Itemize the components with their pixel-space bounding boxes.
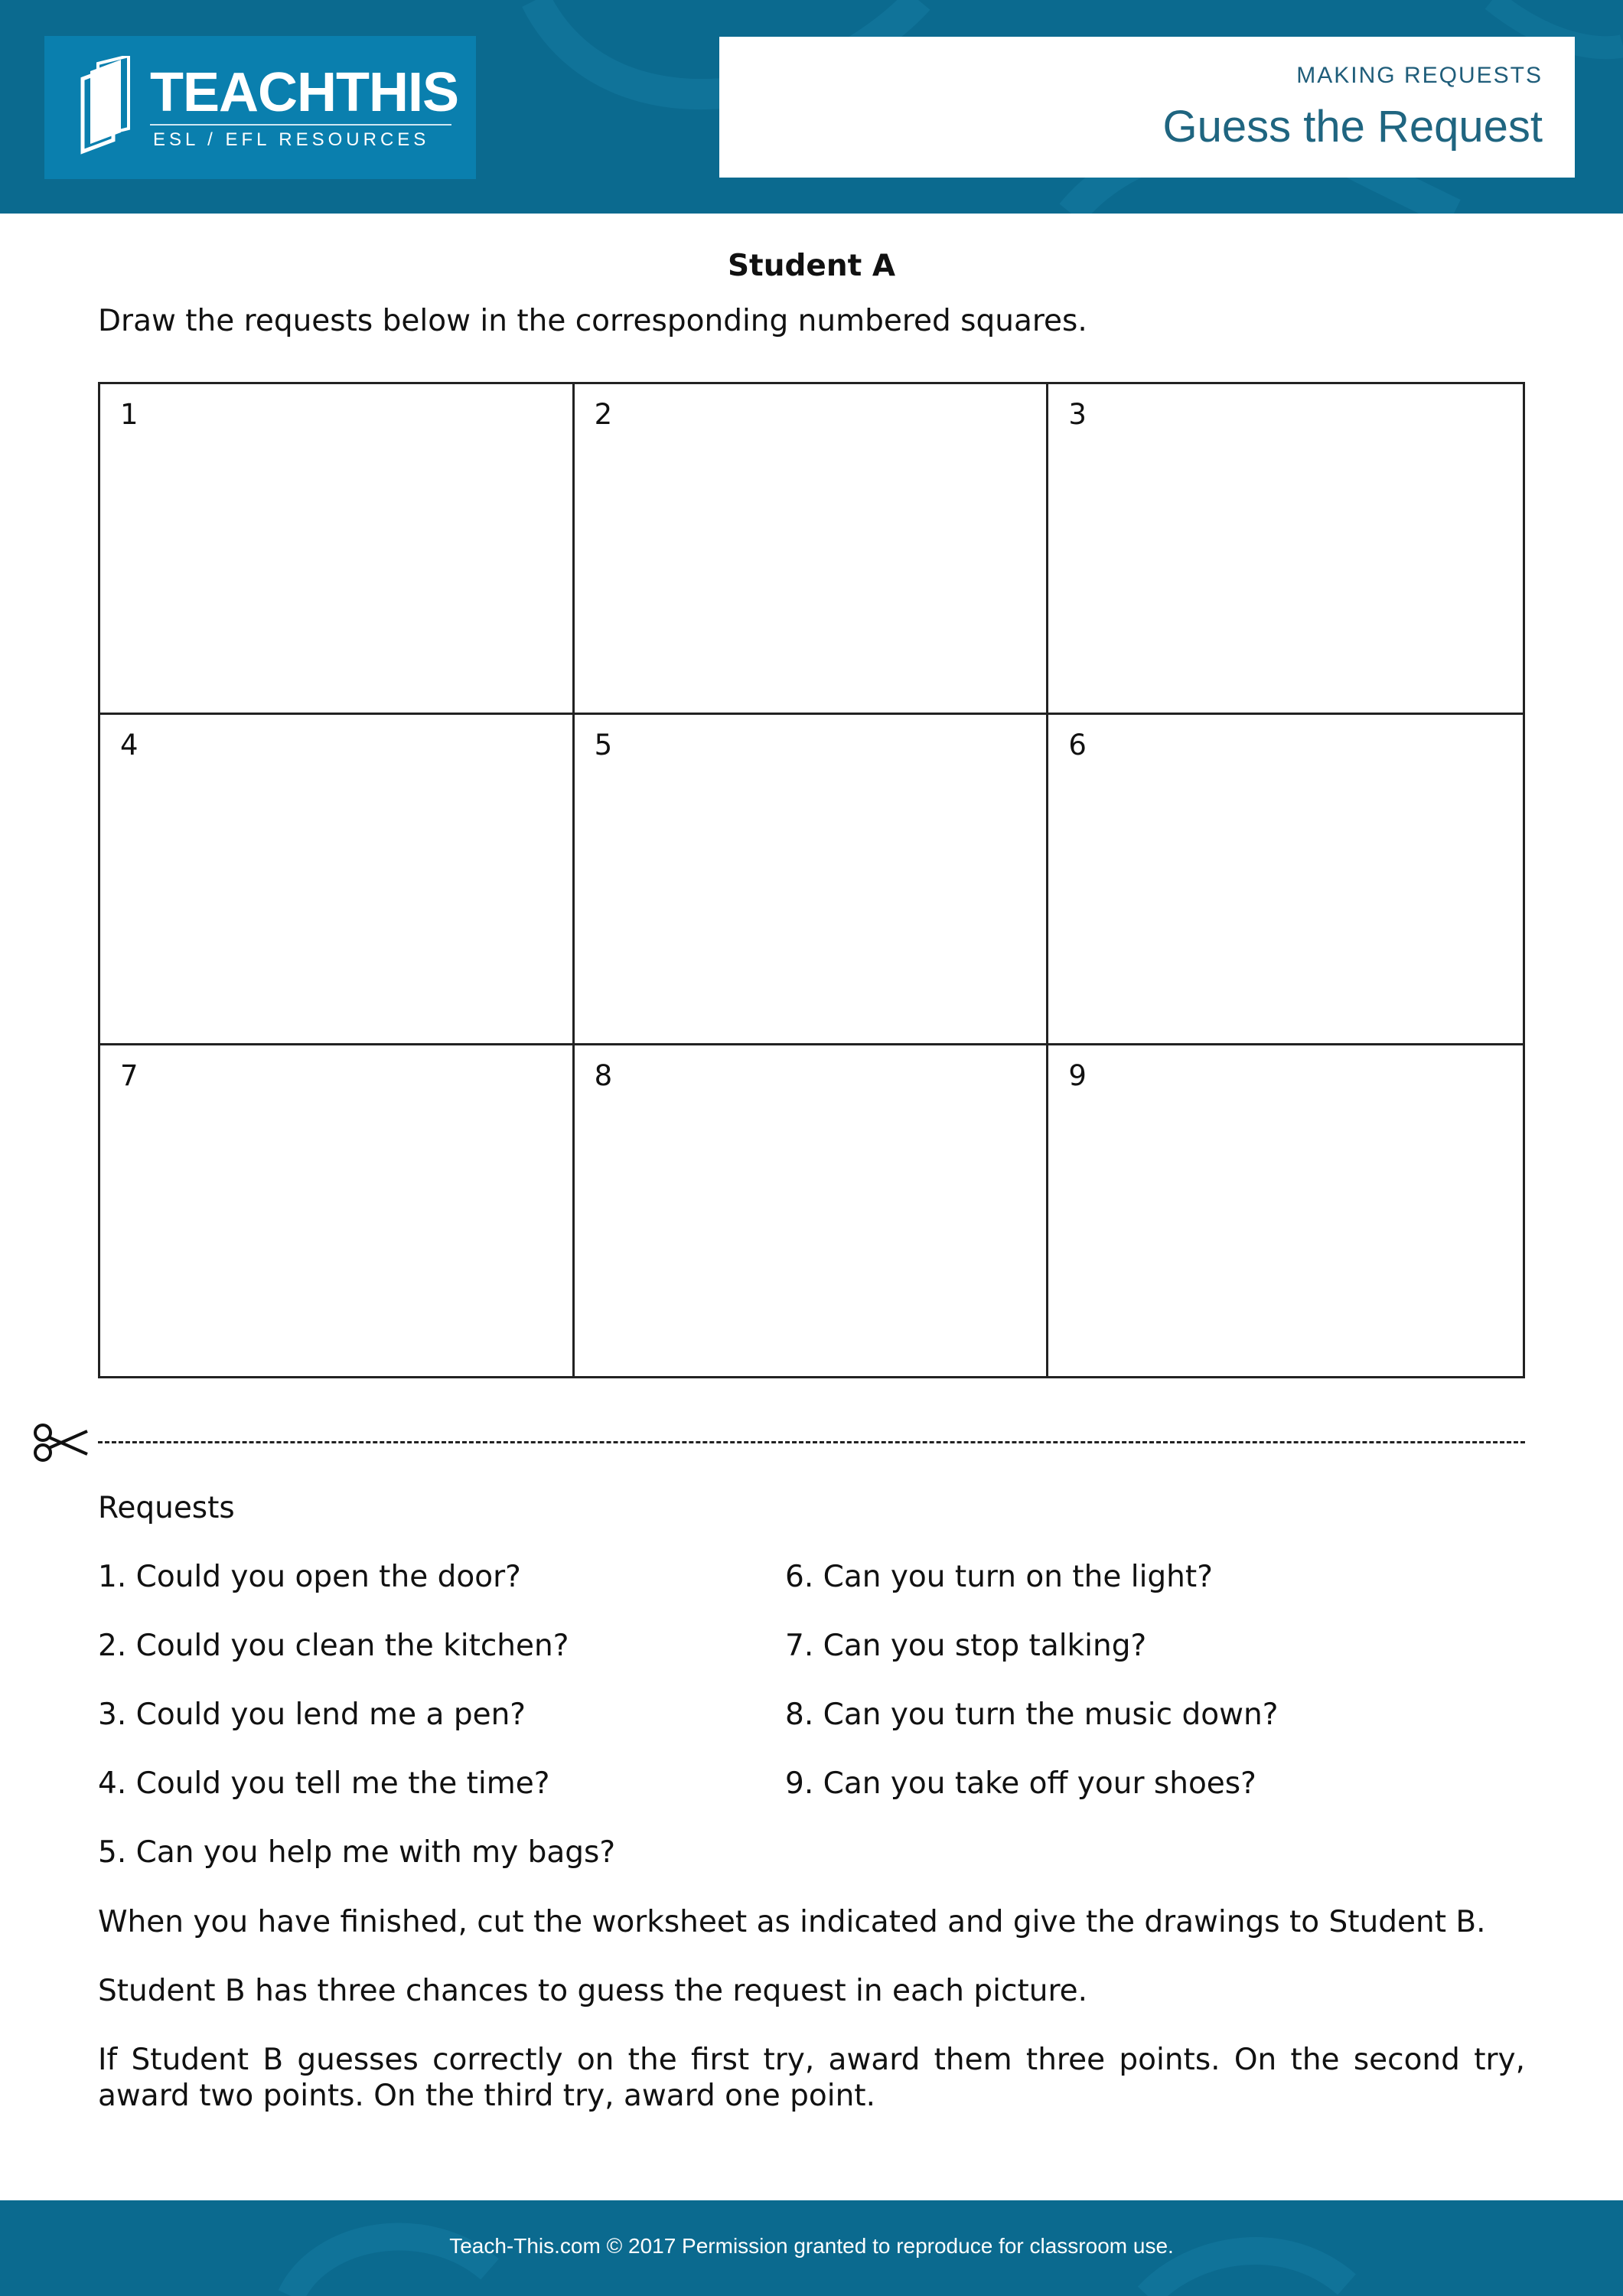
square-number: 8	[594, 1059, 613, 1092]
instruction-paragraph: If Student B guesses correctly on the first try, award them three points. On the second try, award two points. On the third try, award one point.	[98, 2043, 1525, 2113]
topic-kicker: MAKING REQUESTS	[1296, 63, 1543, 88]
scissors-icon	[32, 1422, 89, 1463]
drawing-square[interactable]	[1048, 384, 1523, 715]
copyright-notice: Teach-This.com © 2017 Permission granted to reproduce for classroom use.	[449, 2234, 1174, 2258]
square-number: 4	[120, 729, 139, 762]
request-item: 1. Could you open the door?	[98, 1560, 521, 1594]
instruction-paragraph: When you have finished, cut the worksheet as indicated and give the drawings to Student B.	[98, 1905, 1486, 1939]
logo-tagline: ESL / EFL RESOURCES	[153, 129, 430, 150]
requests-heading: Requests	[98, 1491, 235, 1525]
title-panel	[719, 37, 1575, 178]
page-header	[0, 0, 1623, 214]
logo-divider	[150, 124, 451, 126]
drawing-square[interactable]	[575, 1045, 1049, 1376]
drawing-square[interactable]	[100, 1045, 575, 1376]
square-number: 5	[594, 729, 613, 762]
logo-name: TEACHTHIS	[150, 62, 458, 123]
drawing-square[interactable]	[100, 715, 575, 1045]
square-number: 9	[1068, 1059, 1087, 1092]
square-number: 2	[594, 398, 613, 431]
request-item: 4. Could you tell me the time?	[98, 1766, 550, 1801]
drawing-grid	[98, 382, 1525, 1378]
drawing-square[interactable]	[1048, 1045, 1523, 1376]
square-number: 1	[120, 398, 139, 431]
square-number: 3	[1068, 398, 1087, 431]
square-number: 7	[120, 1059, 139, 1092]
request-item: 7. Can you stop talking?	[785, 1629, 1147, 1663]
book-logo-icon	[75, 56, 139, 155]
page-footer	[0, 2200, 1623, 2296]
drawing-square[interactable]	[100, 384, 575, 715]
request-item: 8. Can you turn the music down?	[785, 1698, 1279, 1732]
instruction-paragraph: Student B has three chances to guess the request in each picture.	[98, 1974, 1088, 2008]
brand-logo	[44, 36, 476, 179]
cut-line	[98, 1441, 1525, 1443]
drawing-square[interactable]	[1048, 715, 1523, 1045]
request-item: 3. Could you lend me a pen?	[98, 1698, 526, 1732]
square-number: 6	[1068, 729, 1087, 762]
request-item: 9. Can you take off your shoes?	[785, 1766, 1256, 1801]
request-item: 5. Can you help me with my bags?	[98, 1835, 616, 1870]
drawing-square[interactable]	[575, 715, 1049, 1045]
request-item: 6. Can you turn on the light?	[785, 1560, 1213, 1594]
student-label: Student A	[727, 249, 896, 283]
worksheet-title: Guess the Request	[1162, 102, 1543, 152]
request-item: 2. Could you clean the kitchen?	[98, 1629, 569, 1663]
drawing-instruction: Draw the requests below in the corresponding numbered squares.	[98, 304, 1087, 338]
drawing-square[interactable]	[575, 384, 1049, 715]
